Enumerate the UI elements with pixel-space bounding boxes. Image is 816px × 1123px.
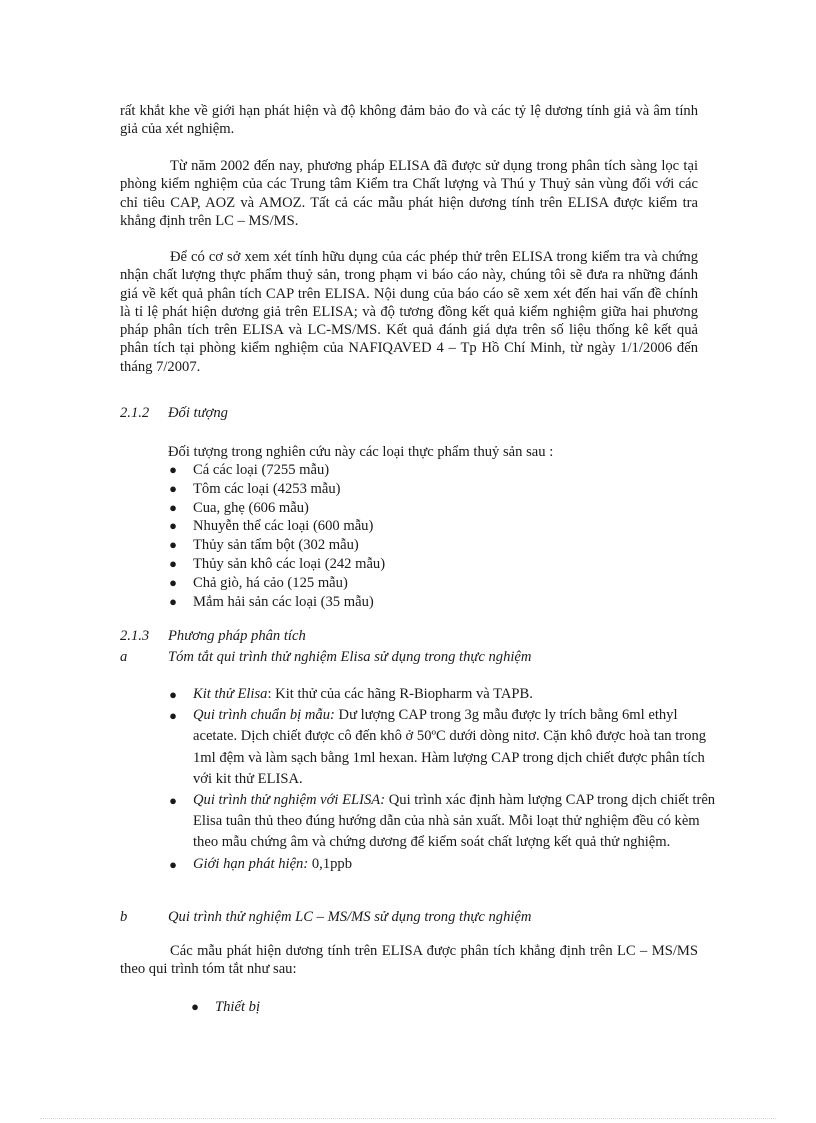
subsection-heading-b (120, 908, 531, 926)
list-item: ● Tôm các loại (4253 mẫu) (169, 480, 341, 497)
section-number: 2.1.3 (120, 628, 150, 644)
bullet-icon: ● (169, 555, 177, 571)
lcms-procedure-list (190, 998, 730, 1017)
list-item: ● Cua, ghẹ (606 mẫu) (169, 499, 309, 516)
list-item: ● Thủy sản tẩm bột (302 mẫu) (169, 537, 359, 554)
subsection-letter: a (120, 649, 128, 665)
subsection-title: Tóm tắt qui trình thử nghiệm Elisa sử dụng trong thực nghiệm (168, 649, 532, 665)
list-item: ● Thủy sản khô các loại (242 mẫu) (169, 555, 386, 572)
page-bottom-divider (40, 1118, 776, 1119)
sample-type-list (168, 461, 708, 611)
subsection-title: Qui trình thử nghiệm LC – MS/MS sử dụng trong thực nghiệm (168, 909, 532, 925)
paragraph-report-scope: Để có cơ sở xem xét tính hữu dụng của các phép thử trên ELISA trong kiểm tra và chứng nhận chất lượng thực phẩm thuỷ sản, trong phạm vi báo cáo này, chúng tôi sẽ đưa ra những đánh giá về kết quả phân tích CAP trên ELISA. Nội dung của báo cáo sẽ xem xét đến hai vấn đề chính là tỉ lệ phát hiện dương giả trên ELISA; và độ tương đồng kết quả kiểm nghiệm giữa hai phương pháp phân tích trên ELISA và LC-MS/MS. Kết quả đánh giá dựa trên số liệu thống kê kết quả phân tích tại phòng kiểm nghiệm của NAFIQAVED 4 – Tp Hồ Chí Minh, từ ngày 1/1/2006 đến tháng 7/2007. (120, 249, 698, 375)
list-item: ● Giới hạn phát hiện: 0,1ppb (168, 854, 716, 875)
elisa-procedure-list (168, 684, 716, 875)
section-intro: Đối tượng trong nghiên cứu này các loại thực phẩm thuỷ sản sau : (168, 444, 554, 460)
bullet-icon: ● (191, 999, 199, 1014)
section-title: Đối tượng (168, 405, 228, 421)
paragraph-lcms-intro: Các mẫu phát hiện dương tính trên ELISA được phân tích khẳng định trên LC – MS/MS theo qui trình tóm tắt như sau: (120, 943, 698, 978)
bullet-icon: ● (169, 687, 177, 702)
section-heading-2-1-2 (120, 404, 228, 422)
bullet-icon: ● (169, 537, 177, 553)
bullet-icon: ● (169, 856, 177, 872)
section-number: 2.1.2 (120, 405, 150, 421)
section-heading-2-1-3 (120, 627, 306, 645)
list-item: ● Kit thử Elisa: Kit thử của các hãng R-Biopharm và TAPB. (168, 684, 716, 705)
bullet-icon: ● (169, 499, 177, 515)
bullet-icon: ● (169, 518, 177, 534)
list-item: ● Nhuyễn thể các loại (600 mẫu) (169, 518, 374, 535)
subsection-letter: b (120, 909, 128, 925)
list-item: ● Mắm hải sản các loại (35 mẫu) (169, 593, 374, 610)
list-item: ● Thiết bị (191, 999, 260, 1015)
list-item: ● Qui trình chuẩn bị mẫu: Dư lượng CAP trong 3g mẫu được ly trích bằng 6ml ethyl acetate. Dịch chiết được cô đến khô ở 50ºC dưới dòng nitơ. Cặn khô được hoà tan trong 1ml đệm và làm sạch bằng 1ml hexan. Hàm lượng CAP trong dịch chiết được phân tích với kit thử ELISA. (169, 707, 707, 787)
section-title: Phương pháp phân tích (168, 628, 306, 644)
list-item: ● Qui trình thử nghiệm với ELISA: Qui trình xác định hàm lượng CAP trong dịch chiết trên Elisa tuân thủ theo đúng hướng dẫn của nhà sản xuất. Mỗi loạt thử nghiệm đều có kèm theo mẫu chứng âm và chứng dương để kiểm soát chất lượng kết quả thử nghiệm. (169, 792, 716, 851)
bullet-icon: ● (169, 574, 177, 590)
list-item: ● Cá các loại (7255 mẫu) (169, 462, 330, 478)
bullet-icon: ● (169, 480, 177, 496)
bullet-icon: ● (169, 708, 177, 724)
subsection-heading-a (120, 648, 531, 666)
bullet-icon: ● (169, 793, 177, 809)
bullet-icon: ● (169, 462, 177, 477)
list-item: ● Chả giò, há cảo (125 mẫu) (169, 574, 348, 591)
paragraph-elisa-history: Từ năm 2002 đến nay, phương pháp ELISA đã được sử dụng trong phân tích sàng lọc tại phòng kiểm nghiệm của các Trung tâm Kiểm tra Chất lượng và Thú y Thuỷ sản vùng đối với các chỉ tiêu CAP, AOZ và AMOZ. Tất cả các mẫu phát hiện dương tính trên ELISA được kiểm tra khẳng định trên LC – MS/MS. (120, 158, 698, 229)
bullet-icon: ● (169, 593, 177, 609)
paragraph-continuation: rất khắt khe về giới hạn phát hiện và độ không đảm bảo đo và các tỷ lệ dương tính giả và âm tính giả của xét nghiệm. (120, 103, 698, 138)
